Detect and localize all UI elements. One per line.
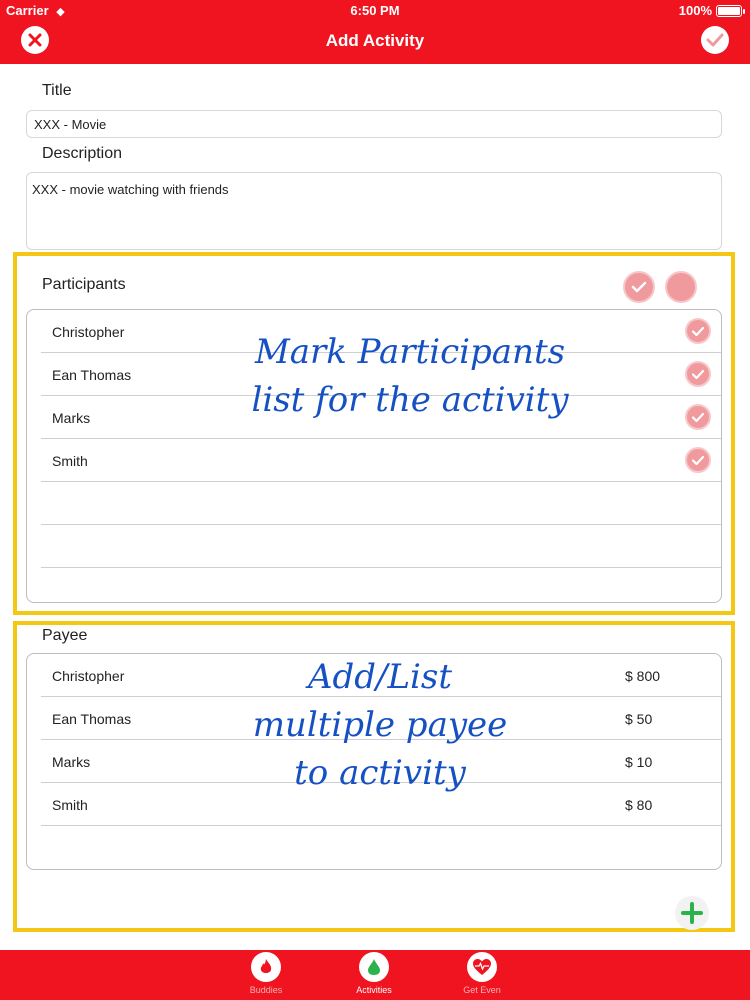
checkmark-icon[interactable] [685, 447, 711, 473]
empty-row [41, 568, 721, 603]
tab-activities[interactable] [334, 952, 414, 995]
add-payee-button[interactable] [675, 896, 709, 930]
payee-amount: $ 80 [625, 797, 653, 813]
tab-label: Get Even [463, 985, 501, 995]
checkmark-icon[interactable] [685, 404, 711, 430]
tab-buddies[interactable] [226, 952, 306, 995]
battery-indicator [679, 3, 742, 18]
annotation-line: list for the activity [251, 380, 569, 420]
annotation-line: to activity [294, 753, 466, 793]
checkmark-icon [631, 281, 647, 293]
done-button[interactable] [701, 26, 729, 54]
checkmark-icon [706, 33, 724, 47]
page-title: Add Activity [325, 31, 425, 50]
drop-icon [359, 952, 389, 982]
description-label: Description [42, 145, 123, 162]
payee-name: Ean Thomas [52, 711, 132, 727]
plus-icon [681, 902, 703, 924]
deselect-all-button[interactable] [665, 271, 697, 303]
payee-label: Payee [42, 627, 88, 644]
annotation-line: Add/List [307, 657, 453, 697]
tab-get-even[interactable] [442, 952, 522, 995]
checkmark-icon[interactable] [685, 361, 711, 387]
participants-annotation [220, 328, 600, 424]
empty-row [41, 482, 721, 525]
participant-name: Smith [52, 453, 88, 469]
annotation-line: multiple payee [252, 705, 508, 745]
tab-bar [0, 950, 750, 1000]
payee-amount: $ 10 [625, 754, 653, 770]
carrier-text: Carrier [6, 3, 49, 18]
participant-row[interactable] [41, 439, 721, 482]
description-textarea[interactable]: XXX - movie watching with friends [26, 172, 722, 250]
empty-row [41, 826, 721, 869]
participant-name: Christopher [52, 324, 125, 340]
tab-label: Activities [356, 985, 392, 995]
empty-row [41, 525, 721, 568]
clock: 6:50 PM [350, 3, 400, 18]
participant-name: Ean Thomas [52, 367, 132, 383]
title-label: Title [42, 82, 72, 99]
participants-label: Participants [42, 276, 126, 293]
wifi-icon: ◆ [56, 6, 65, 18]
status-bar [0, 0, 750, 20]
battery-percent: 100% [678, 3, 712, 18]
battery-icon [716, 5, 742, 17]
payee-name: Smith [52, 797, 88, 813]
payee-amount: $ 50 [625, 711, 653, 727]
flame-icon [251, 952, 281, 982]
tab-label: Buddies [249, 985, 283, 995]
payee-annotation [230, 653, 530, 797]
participant-name: Marks [52, 410, 91, 426]
title-input[interactable]: XXX - Movie [26, 110, 722, 138]
heartbeat-icon [467, 952, 497, 982]
payee-amount: $ 800 [625, 668, 661, 684]
select-all-button[interactable] [623, 271, 655, 303]
payee-name: Christopher [52, 668, 125, 684]
payee-name: Marks [52, 754, 91, 770]
annotation-line: Mark Participants [254, 332, 566, 372]
navigation-bar [0, 0, 750, 64]
checkmark-icon[interactable] [685, 318, 711, 344]
